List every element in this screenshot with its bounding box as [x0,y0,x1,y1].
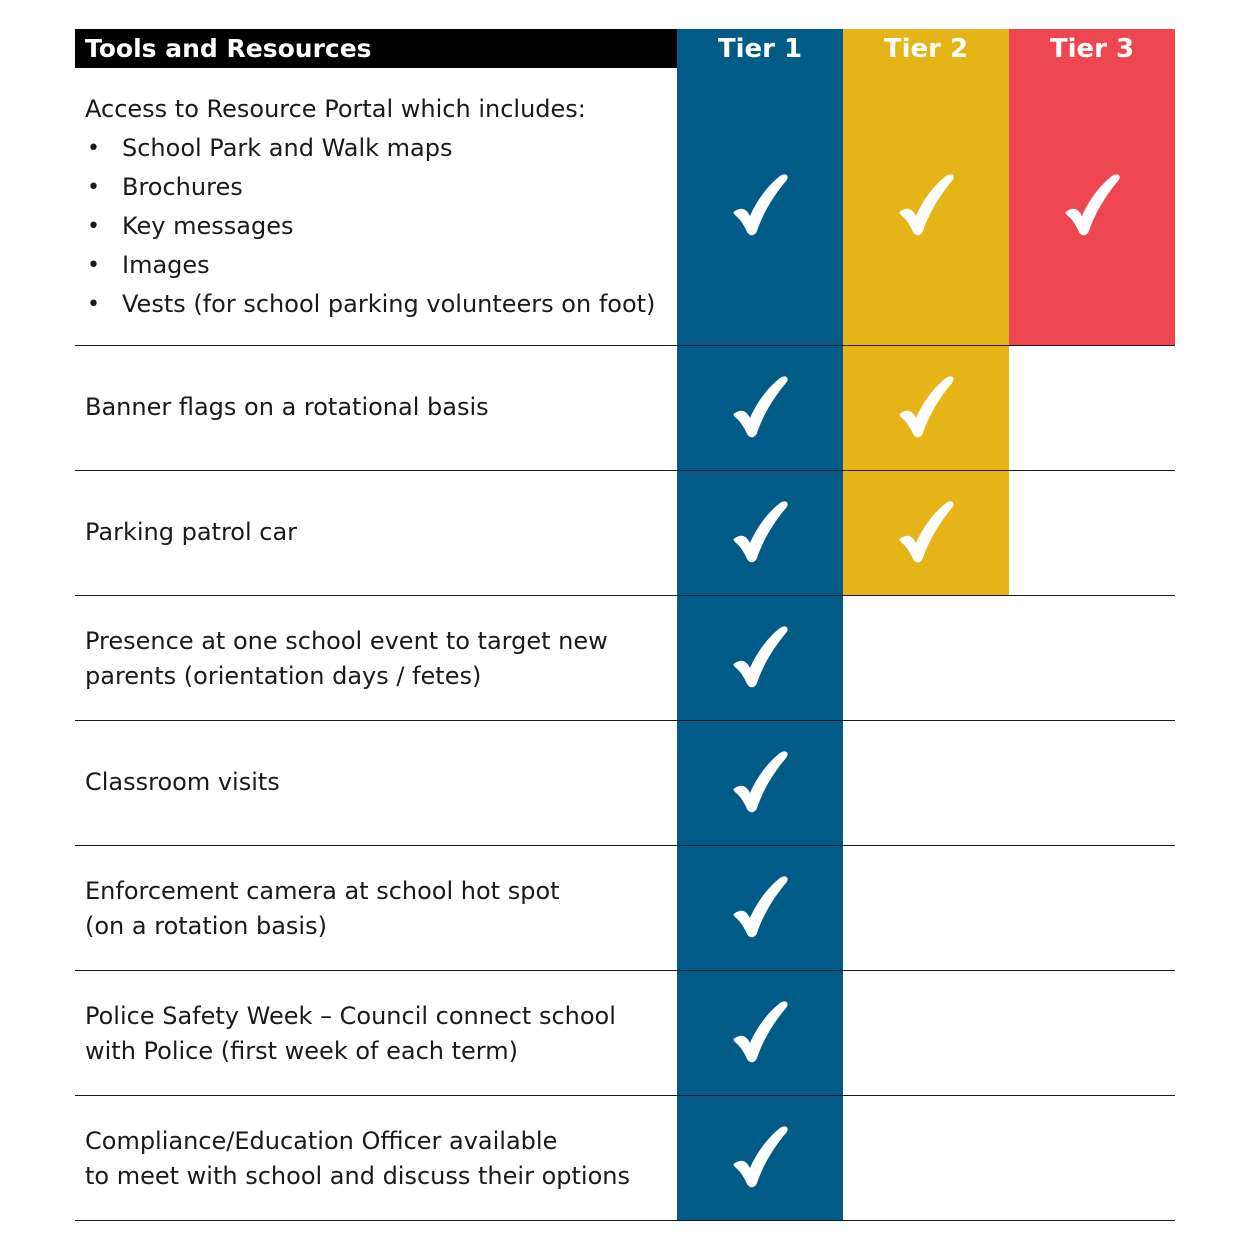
row-label [85,390,670,425]
checkmark-icon [897,500,957,564]
bullet-list [85,129,670,324]
table-row [75,68,1175,346]
row-label [85,874,670,944]
row-label-line: Banner flags on a rotational basis [85,393,489,421]
row-label [85,624,670,694]
checkmark-icon [897,375,957,439]
checkmark-icon [731,375,791,439]
row-label [85,765,670,800]
row-label [85,1124,670,1194]
row-divider [75,1220,1175,1222]
checkmark-icon [731,875,791,939]
row-label-line: Classroom visits [85,768,280,796]
table-row [75,971,1175,1096]
row-label-line: Parking patrol car [85,518,298,546]
bullet-item: • Images [85,246,670,285]
table-title: Tools and Resources [75,29,677,68]
row-label-line: Presence at one school event to target new [85,627,608,655]
tier-3-header: Tier 3 [1009,29,1175,68]
checkmark-icon [731,500,791,564]
table-row [75,1096,1175,1221]
row-label [85,999,670,1069]
table-row [75,596,1175,721]
checkmark-icon [731,750,791,814]
row-label [85,515,670,550]
bullet-item: • Vests (for school parking volunteers on foot) [85,285,670,324]
checkmark-icon [731,625,791,689]
table-row [75,721,1175,846]
row-label-line: parents (orientation days / fetes) [85,662,482,690]
checkmark-icon [731,1125,791,1189]
table-row [75,346,1175,471]
row-label-line: Enforcement camera at school hot spot [85,877,560,905]
table-row [75,846,1175,971]
tier-2-header: Tier 2 [843,29,1009,68]
row-label-line: to meet with school and discuss their options [85,1162,630,1190]
row-label-line: Police Safety Week – Council connect school [85,1002,616,1030]
table-row [75,471,1175,596]
row-lead-text: Access to Resource Portal which includes: [85,95,586,123]
checkmark-icon [897,173,957,237]
row-label-line: with Police (first week of each term) [85,1037,518,1065]
bullet-item: • School Park and Walk maps [85,129,670,168]
row-label-line: (on a rotation basis) [85,912,327,940]
checkmark-icon [731,1000,791,1064]
checkmark-icon [731,173,791,237]
bullet-item: • Brochures [85,168,670,207]
bullet-item: • Key messages [85,207,670,246]
tier-1-header: Tier 1 [677,29,843,68]
row-label-line: Compliance/Education Officer available [85,1127,558,1155]
checkmark-icon [1063,173,1123,237]
row-label [85,90,670,324]
